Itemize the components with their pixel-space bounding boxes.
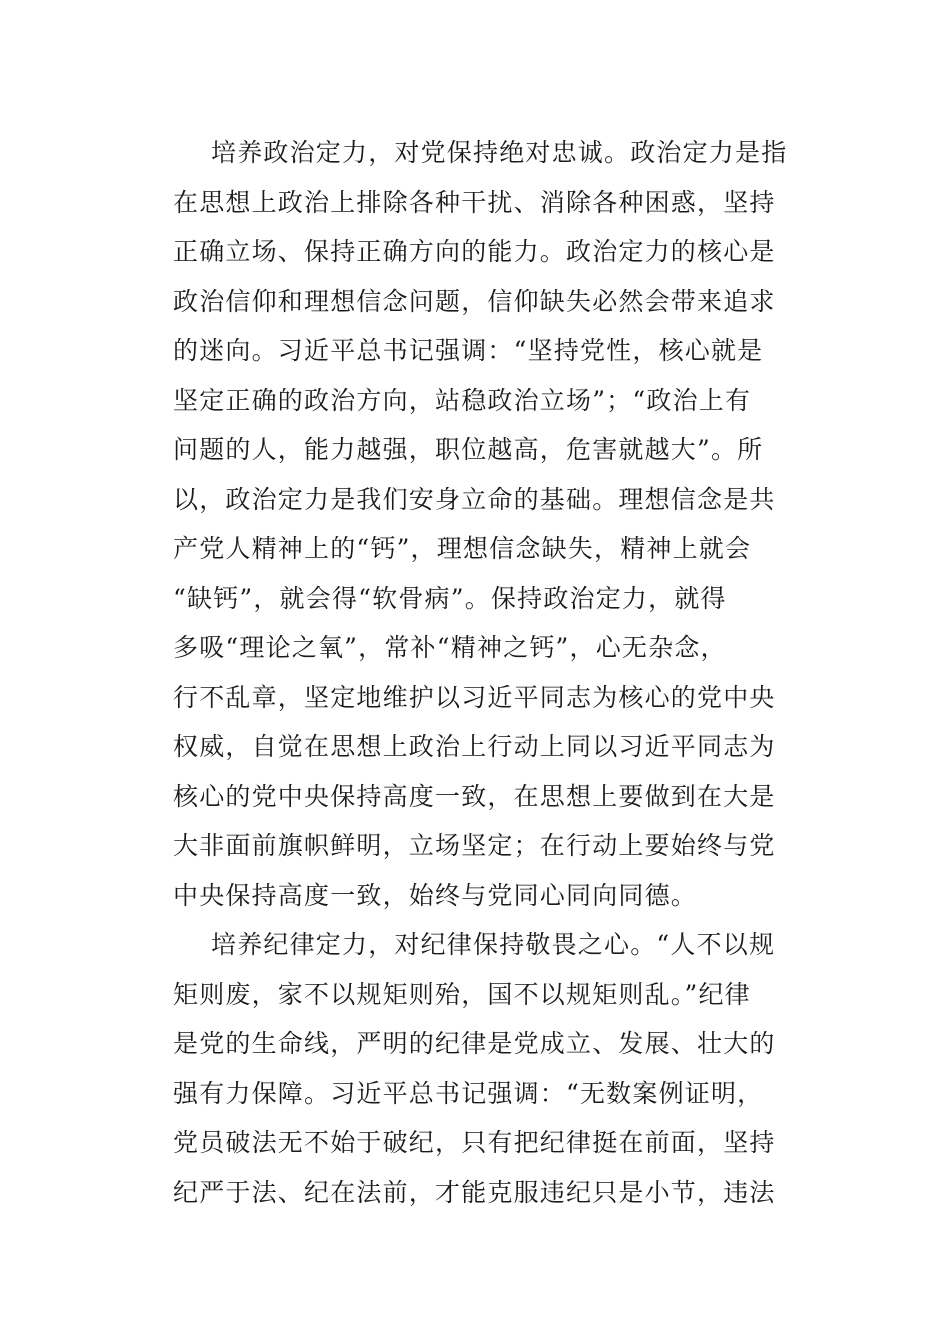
document-body [173,128,788,1217]
text-line: 多吸“理论之氧”，常补“精神之钙”，心无杂念， [173,633,727,662]
text-line: 强有力保障。习近平总书记强调：“无数案例证明， [173,1078,764,1108]
text-line: “缺钙”，就会得“软骨病”。保持政治定力，就得 [173,583,727,613]
text-line: 正确立场、保持正确方向的能力。政治定力的核心是 [173,237,776,266]
text-line: 坚定正确的政治方向，站稳政治立场”；“政治上有 [173,385,752,415]
paragraph-political-resolve [173,128,788,920]
text-line: 行不乱章，坚定地维护以习近平同志为核心的党中央 [173,682,776,712]
text-line: 权威，自觉在思想上政治上行动上同以习近平同志为 [173,732,776,761]
paragraph-discipline-resolve [173,920,776,1217]
text-line: 在思想上政治上排除各种干扰、消除各种困惑，坚持 [173,187,776,217]
text-line: 的迷向。习近平总书记强调：“坚持党性，核心就是 [173,336,764,365]
text-line: 是党的生命线，严明的纪律是党成立、发展、壮大的 [173,1029,776,1058]
text-line: 问题的人，能力越强，职位越高，危害就越大”。所 [173,435,764,464]
text-line: 培养纪律定力，对纪律保持敬畏之心。“人不以规 [211,930,776,959]
text-line: 中央保持高度一致，始终与党同心同向同德。 [173,880,698,910]
text-line: 产党人精神上的“钙”，理想信念缺失，精神上就会 [173,534,752,563]
text-line: 纪严于法、纪在法前，才能克服违纪只是小节，违法 [173,1177,776,1207]
text-line: 政治信仰和理想信念问题，信仰缺失必然会带来追求 [173,286,776,316]
text-line: 矩则废，家不以规矩则殆，国不以规矩则乱。”纪律 [173,979,751,1009]
text-line: 培养政治定力，对党保持绝对忠诚。政治定力是指 [211,138,788,167]
text-line: 大非面前旗帜鲜明，立场坚定；在行动上要始终与党 [173,831,776,860]
text-line: 核心的党中央保持高度一致，在思想上要做到在大是 [173,781,776,811]
text-line: 党员破法无不始于破纪，只有把纪律挺在前面，坚持 [173,1128,776,1157]
text-line: 以，政治定力是我们安身立命的基础。理想信念是共 [173,484,776,514]
